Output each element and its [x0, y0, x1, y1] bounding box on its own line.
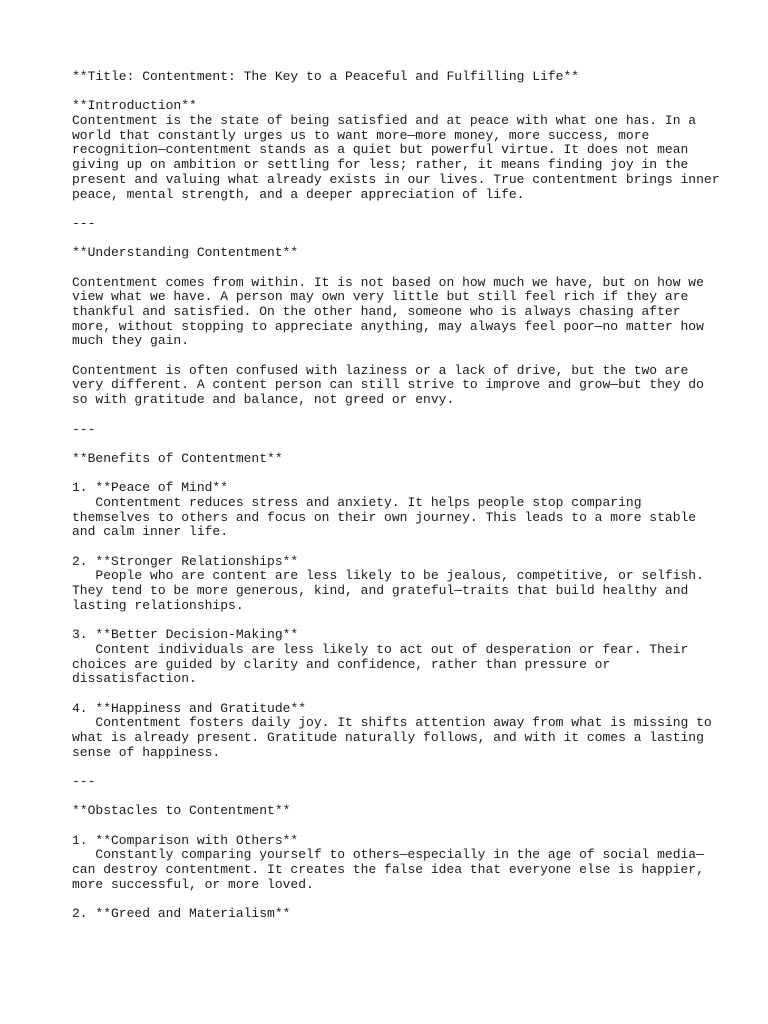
understanding-line: more, without stopping to appreciate anything, may always feel poor—no matter how	[72, 318, 704, 334]
blank-line	[72, 437, 732, 452]
benefit-line: They tend to be more generous, kind, and grateful—traits that build healthy and	[72, 583, 689, 599]
understanding-line: Contentment is often confused with laziness or a lack of drive, but the two are	[72, 362, 689, 378]
introduction-line: world that constantly urges us to want more—more money, more success, more	[72, 127, 650, 143]
blank-line	[72, 202, 732, 217]
benefit-line: themselves to others and focus on their own journey. This leads to a more stable	[72, 509, 697, 525]
benefit-line: People who are content are less likely to be jealous, competitive, or selfish.	[72, 568, 704, 584]
benefit-line: dissatisfaction.	[72, 671, 197, 687]
blank-line	[72, 408, 732, 423]
benefit-line: sense of happiness.	[72, 744, 221, 760]
section-separator: ---	[72, 421, 96, 437]
blank-line	[72, 687, 732, 702]
obstacles-heading: **Obstacles to Contentment**	[72, 803, 291, 819]
blank-line	[72, 819, 732, 834]
section-separator: ---	[72, 774, 96, 789]
introduction-line: Contentment is the state of being satisfied and at peace with what one has. In a	[72, 113, 697, 129]
benefit-title: 2. **Stronger Relationships**	[72, 553, 299, 569]
blank-line	[72, 349, 732, 364]
obstacle-title: 2. **Greed and Materialism**	[72, 906, 291, 922]
obstacle-line: more successful, or more loved.	[72, 876, 314, 892]
benefit-line: lasting relationships.	[72, 597, 244, 613]
blank-line	[72, 467, 732, 482]
obstacle-line: Constantly comparing yourself to others—especially in the age of social media—	[72, 847, 704, 863]
benefit-title: 3. **Better Decision-Making**	[72, 627, 299, 643]
understanding-line: Contentment comes from within. It is not based on how much we have, but on how we	[72, 274, 704, 290]
introduction-line: present and valuing what already exists in our lives. True contentment brings inner	[72, 171, 720, 187]
introduction-line: recognition—contentment stands as a quiet but powerful virtue. It does not mean	[72, 142, 689, 158]
blank-line	[72, 540, 732, 555]
introduction-heading: **Introduction**	[72, 98, 197, 114]
understanding-line: very different. A content person can still strive to improve and grow—but they do	[72, 377, 704, 393]
obstacle-line: can destroy contentment. It creates the false idea that everyone else is happier,	[72, 862, 704, 878]
benefit-line: Contentment fosters daily joy. It shifts attention away from what is missing to	[72, 715, 712, 731]
document-title: **Title: Contentment: The Key to a Peaceful and Fulfilling Life**	[72, 69, 580, 84]
benefit-line: and calm inner life.	[72, 524, 229, 540]
section-separator: ---	[72, 215, 96, 231]
blank-line	[72, 893, 732, 908]
blank-line	[72, 85, 732, 100]
understanding-heading: **Understanding Contentment**	[72, 245, 299, 261]
document-page	[72, 70, 732, 922]
understanding-line: much they gain.	[72, 333, 190, 349]
obstacle-title: 1. **Comparison with Others**	[72, 832, 299, 848]
introduction-line: peace, mental strength, and a deeper appreciation of life.	[72, 186, 525, 202]
understanding-line: so with gratitude and balance, not greed or envy.	[72, 392, 455, 408]
benefit-line: what is already present. Gratitude naturally follows, and with it comes a lasting	[72, 729, 704, 745]
blank-line	[72, 613, 732, 628]
understanding-line: view what we have. A person may own very little but still feel rich if they are	[72, 289, 689, 305]
benefits-heading: **Benefits of Contentment**	[72, 450, 283, 466]
benefit-line: choices are guided by clarity and confidence, rather than pressure or	[72, 656, 611, 672]
understanding-line: thankful and satisfied. On the other hand, someone who is always chasing after	[72, 304, 681, 319]
benefit-line: Contentment reduces stress and anxiety. It helps people stop comparing	[72, 494, 642, 510]
blank-line	[72, 790, 732, 805]
benefit-title: 4. **Happiness and Gratitude**	[72, 700, 307, 716]
blank-line	[72, 232, 732, 247]
benefit-line: Content individuals are less likely to act out of desperation or fear. Their	[72, 641, 689, 657]
blank-line	[72, 760, 732, 775]
blank-line	[72, 261, 732, 276]
benefit-title: 1. **Peace of Mind**	[72, 480, 229, 496]
introduction-line: giving up on ambition or settling for less; rather, it means finding joy in the	[72, 157, 689, 173]
